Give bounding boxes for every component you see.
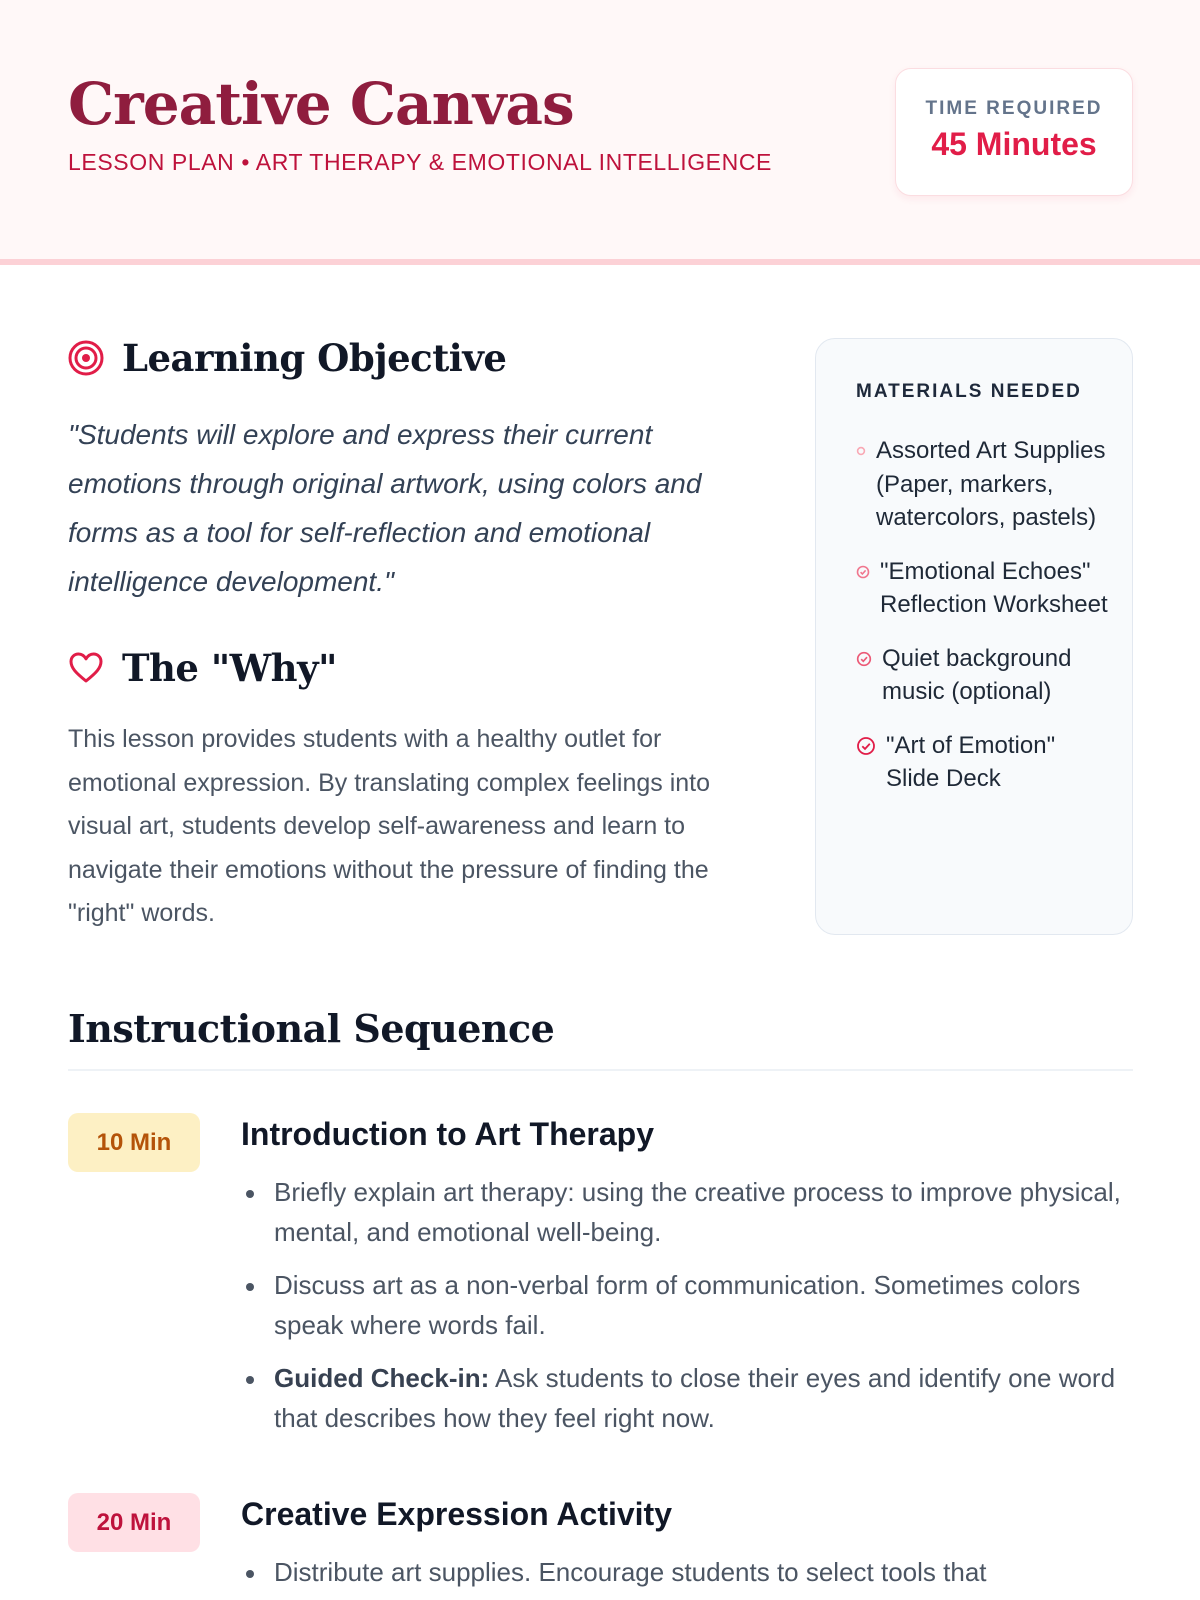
list-item	[241, 1172, 1133, 1252]
list-item	[856, 555, 1114, 622]
objective-heading-text: Learning Objective	[122, 336, 507, 380]
step-title: Creative Expression Activity	[241, 1496, 672, 1532]
materials-title: MATERIALS NEEDED	[856, 381, 1082, 402]
sequence-heading-text: Instructional Sequence	[68, 1006, 555, 1051]
objective-heading	[68, 336, 506, 380]
list-item	[241, 1265, 1133, 1345]
duration-badge: 10 Min	[68, 1113, 200, 1172]
sequence-heading	[68, 1006, 554, 1051]
objective-quote: "Students will explore and express their current emotions through original artwork, using colors and forms as a tool for self-reflection and emotional intelligence development."	[68, 419, 702, 597]
bullet-text: Distribute art supplies. Encourage students to select tools that	[274, 1557, 987, 1587]
why-heading-text: The "Why"	[122, 646, 337, 690]
materials-list	[856, 434, 1114, 816]
time-required-card	[895, 68, 1133, 196]
step-bullets	[241, 1172, 1133, 1451]
material-label: Quiet background music (optional)	[882, 644, 1072, 705]
time-required-label: TIME REQUIRED	[925, 98, 1103, 119]
material-label: "Art of Emotion" Slide Deck	[886, 731, 1056, 792]
check-circle-icon	[856, 562, 870, 582]
list-item	[856, 642, 1114, 709]
why-heading	[68, 646, 337, 690]
bullet-text: Discuss art as a non-verbal form of communication. Sometimes colors speak where words fail.	[274, 1270, 1081, 1340]
page-header	[0, 0, 1200, 265]
list-item	[241, 1552, 1133, 1592]
dot-icon	[856, 441, 866, 461]
sequence-divider	[68, 1069, 1133, 1071]
bullet-text: Briefly explain art therapy: using the creative process to improve physical, mental, and emotional well-being.	[274, 1177, 1121, 1247]
materials-panel	[815, 338, 1133, 935]
bullet-emphasis: Guided Check-in:	[274, 1363, 490, 1393]
duration-badge: 20 Min	[68, 1493, 200, 1552]
page-subtitle: LESSON PLAN • ART THERAPY & EMOTIONAL INTELLIGENCE	[68, 149, 772, 175]
check-circle-icon	[856, 649, 872, 669]
why-paragraph: This lesson provides students with a healthy outlet for emotional expression. By translating complex feelings into visual art, students develop self-awareness and learn to navigate their emotions without the pressure of finding the "right" words.	[68, 725, 711, 927]
heart-icon	[68, 650, 104, 686]
target-icon	[68, 340, 104, 376]
list-item	[241, 1358, 1133, 1438]
page-title: Creative Canvas	[68, 70, 574, 138]
material-label: Assorted Art Supplies (Paper, markers, watercolors, pastels)	[876, 437, 1106, 531]
list-item	[856, 434, 1114, 535]
material-label: "Emotional Echoes" Reflection Worksheet	[880, 557, 1108, 618]
step-bullets	[241, 1552, 1133, 1600]
check-circle-icon	[856, 736, 876, 756]
list-item	[856, 729, 1114, 796]
step-title: Introduction to Art Therapy	[241, 1116, 655, 1152]
time-required-value: 45 Minutes	[931, 126, 1097, 162]
bullet-text: Ask students to close their eyes and identify one word that describes how they feel right now.	[274, 1363, 1116, 1433]
